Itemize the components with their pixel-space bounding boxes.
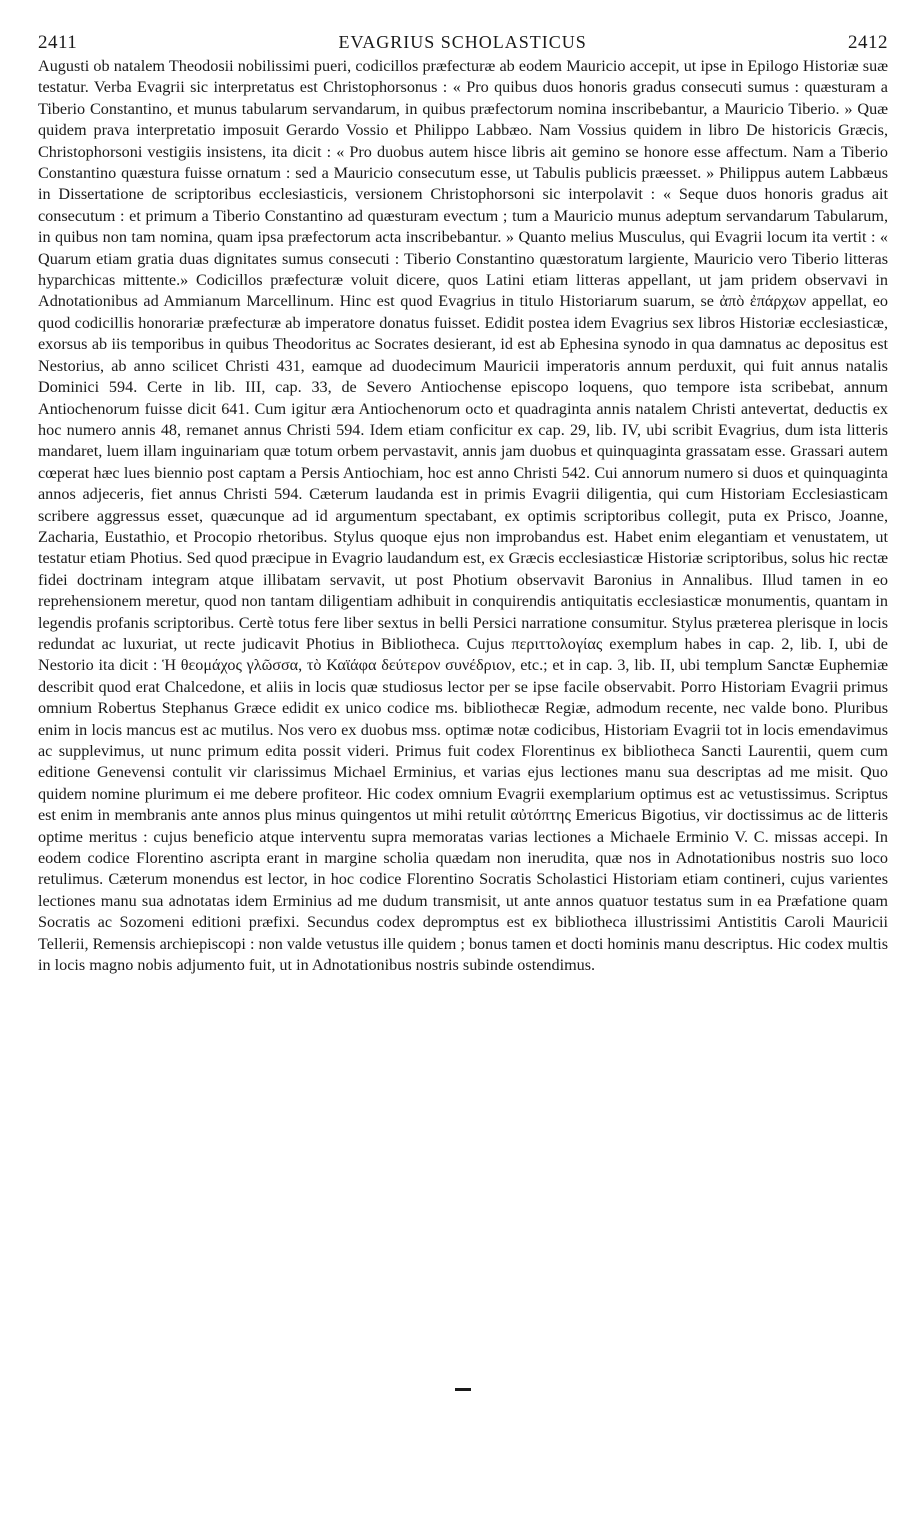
body-paragraph: Augusti ob natalem Theodosii nobilissimi pueri, codicillos præfecturæ ab eodem Mauricio accepit, ut ipse in Epilogo Historiæ suæ testatur. Verba Evagrii sic interpretatus est Christophorsonus : « Pro quibus duos honoris gradus consecuti sumus : quæsturam a Tiberio Constantino, et munus tabularum servandarum, in quibus præfectorum nomina inscribebantur, a Mauricio Tiberio. » Quæ quidem prava interpretatio imposuit Gerardo Vossio et Philippo Labbæo. Nam Vossius quidem in libro De historicis Græcis, Christophorsoni vestigiis insistens, ita dicit : « Pro duobus autem hisce libris ait gemino se honore esse affectum. Nam a Tiberio Constantino quæstura fuisse ornatum : sed a Mauricio consecutum esse, ut Tabulis publicis præesset. » Philippus autem Labbæus in Dissertatione de scriptoribus ecclesiasticis, versionem Christophorsoni sic interpolavit : « Seque duos honoris gradus ait consecutum : et primum a Tiberio Constantino ad quæsturam evectum ; tum a Mauricio munus adeptum servandarum Tabularum, in quibus non tam nomina, quam ipsa præfectorum acta inscribebantur. » Quanto melius Musculus, qui Evagrii locum ita vertit : « Quarum etiam gratia duas dignitates sumus consecuti : Tiberio Constantino quæstoratum largiente, Mauricio vero Tiberio litteras hyparchicas mittente.» Codicillos præfecturæ voluit dicere, quos Latini etiam litteras appellant, ut jam pridem observavi in Adnotationibus ad Ammianum Marcellinum. Hinc est quod Evagrius in titulo Historiarum suarum, se ἀπὸ ἐπάρχων appellat, eo quod codicillis honorariæ præfecturæ ab imperatore donatus fuisset. Edidit postea idem Evagrius sex libros Historiæ ecclesiasticæ, exorsus ab iis temporibus in quibus Theodoritus ac Socrates desierant, id est ab Ephesina synodo in qua damnatus ac depositus est Nestorius, ab anno scilicet Christi 431, eamque ad duodecimum Mauricii imperatoris annum perduxit, qui fuit annus natalis Dominici 594. Certe in lib. III, cap. 33, de Severo Antiochense episcopo loquens, quo tempore ista scribebat, annum Antiochenorum fuisse dicit 641. Cum igitur æra Antiochenorum octo et quadraginta annis natalem Christi antevertat, deductis ex hoc numero annis 48, remanet annus Christi 594. Idem etiam conficitur ex cap. 29, lib. IV, ubi scribit Evagrius, dum ista litteris mandaret, luem illam inguinariam quæ totum orbem pervastavit, annis jam duobus et quinquaginta grassatam esse. Grassari autem cœperat hæc lues biennio post captam a Persis Antiochiam, hoc est anno Christi 542. Cui annorum numero si duos et quinquaginta annos adjeceris, fiet annus Christi 594. Cæterum laudanda est in primis Evagrii diligentia, qui cum Historiam Ecclesiasticam scribere aggressus esset, quæcunque ad id argumentum spectabant, ex optimis scriptoribus collegit, puta ex Prisco, Joanne, Zacharia, Eustathio, et Procopio rhetoribus. Stylus quoque ejus non improbandus est. Habet enim elegantiam et venustatem, ut testatur etiam Photius. Sed quod præcipue in Evagrio laudandum est, ex Græcis ecclesiasticæ Historiæ scriptoribus, solus hic rectæ fidei doctrinam integram atque illibatam servavit, ut post Photium observavit Baronius in Annalibus. Illud tamen in eo reprehensionem meretur, quod non tantam diligentiam adhibuit in conquirendis antiquitatis ecclesiasticæ monumentis, quantam in legendis profanis scriptoribus. Certè totus fere liber sextus in belli Persici narratione consumitur. Stylus præterea plerisque in locis redundat ac luxuriat, ut recte judicavit Photius in Bibliotheca. Cujus περιττολογίας exemplum habes in cap. 2, lib. I, ubi de Nestorio ita dicit : Ἡ θεομάχος γλῶσσα, τὸ Καϊάφα δεύτερον συνέδριον, etc.; et in cap. 3, lib. II, ubi templum Sanctæ Euphemiæ describit quod erat Chalcedone, et aliis in locis quæ studiosus lector per se ipse facile observabit. Porro Historiam Evagrii primus omnium Robertus Stephanus Græce edidit ex unico codice ms. bibliothecæ Regiæ, admodum recente, nec valde bono. Pluribus enim in locis mancus est ac mutilus. Nos vero ex duobus mss. optimæ notæ codicibus, Historiam Evagrii tot in locis emendavimus ac supplevimus, ut nunc primum edita possit videri. Primus fuit codex Florentinus ex bibliotheca Sancti Laurentii, quem cum editione Genevensi contulit vir clarissimus Michael Erminius, et varias ejus lectiones manu sua descriptas ad me misit. Quo quidem nomine plurimum ei me debere profiteor. Hic codex omnium Evagrii exemplarium optimus est ac vetustissimus. Scriptus est enim in membranis ante annos plus minus quingentos ut mihi retulit αὐτόπτης Emericus Bigotius, vir doctissimus ac de litteris optime meritus : cujus beneficio atque interventu supra memoratas varias lectiones a Michaele Erminio V. C. missas accepi. In eodem codice Florentino ascripta erant in margine scholia quædam non inerudita, quæ nos in Adnotationibus nostris suo loco retulimus. Cæterum monendus est lector, in hoc codice Florentino Socratis Scholastici Historiam etiam contineri, cujus varientes lectiones manu sua adnotatas idem Erminius ad me dudum transmisit, ut ante annos quatuor testatus sum in ea Præfatione quam Socratis ac Sozomeni editioni præfixi. Secundus codex depromptus est ex bibliotheca illustrissimi Antistitis Caroli Mauricii Tellerii, Remensis archiepiscopi : non valde vetustus ille quidem ; bonus tamen et docti hominis manu descriptus. Hic codex multis in locis magno nobis adjumento fuit, ut in Adnotationibus nostris subinde ostendimus. [38, 57, 888, 975]
end-dash [455, 1388, 471, 1391]
page-number-right: 2412 [847, 32, 888, 53]
page-number-left: 2411 [38, 32, 78, 53]
page [38, 32, 888, 976]
running-header [38, 32, 888, 56]
running-title: EVAGRIUS SCHOLASTICUS [338, 32, 587, 52]
